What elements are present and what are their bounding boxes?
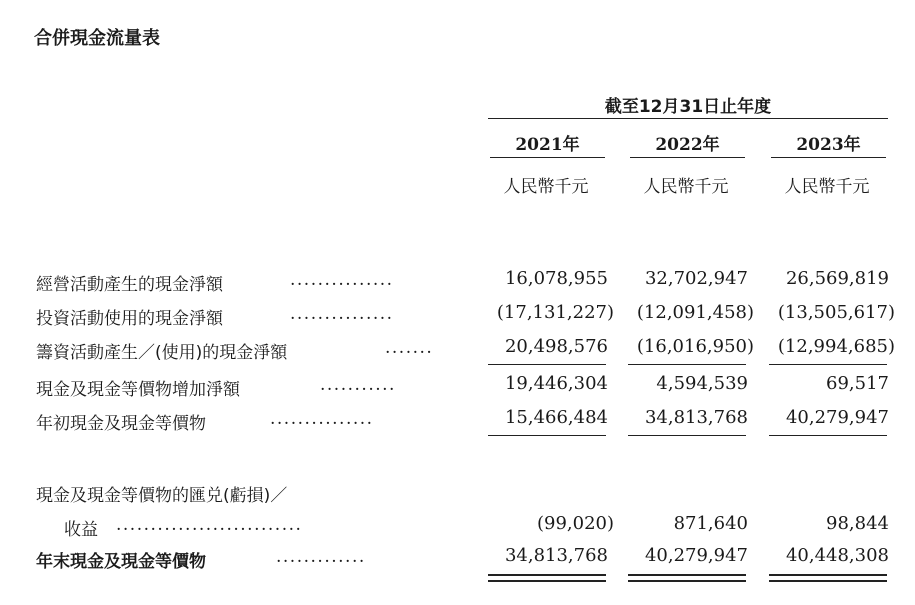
year-rule-2021 bbox=[490, 157, 605, 158]
value-cell: 16,078,955 bbox=[504, 268, 608, 289]
value-cell: 20,498,576 bbox=[504, 336, 608, 357]
page-title: 合併現金流量表 bbox=[34, 28, 160, 49]
unit-label-2022: 人民幣千元 bbox=[643, 177, 729, 197]
year-header-2022: 2022年 bbox=[655, 135, 720, 155]
year-header-2021: 2021年 bbox=[515, 135, 580, 155]
value-cell: 40,279,947 bbox=[785, 407, 889, 428]
value-cell: 4,594,539 bbox=[656, 373, 748, 394]
row-label-investing: 投資活動使用的現金淨額 bbox=[36, 309, 223, 329]
subtotal-rule bbox=[769, 364, 887, 365]
row-label-ending-cash: 年末現金及現金等價物 bbox=[36, 552, 206, 572]
row-label-financing: 籌資活動產生／(使用)的現金淨額 bbox=[36, 343, 288, 363]
row-leader-dots: ........... bbox=[320, 375, 396, 395]
row-leader-dots: ............... bbox=[270, 409, 374, 429]
row-leader-dots: ........................... bbox=[116, 515, 303, 535]
total-double-rule bbox=[628, 574, 746, 582]
value-cell: 40,448,308 bbox=[785, 545, 889, 566]
value-cell: 34,813,768 bbox=[644, 407, 748, 428]
value-cell: (17,131,227) bbox=[496, 302, 614, 323]
year-rule-2022 bbox=[630, 157, 745, 158]
row-leader-dots: ............. bbox=[276, 547, 366, 567]
value-cell: 40,279,947 bbox=[644, 545, 748, 566]
value-cell: (99,020) bbox=[536, 513, 614, 534]
value-cell: (12,994,685) bbox=[777, 336, 895, 357]
row-label-beginning-cash: 年初現金及現金等價物 bbox=[36, 414, 206, 434]
subtotal-rule bbox=[628, 435, 746, 436]
value-cell: 26,569,819 bbox=[785, 268, 889, 289]
value-cell: 15,466,484 bbox=[504, 407, 608, 428]
value-cell: (13,505,617) bbox=[777, 302, 895, 323]
value-cell: 32,702,947 bbox=[644, 268, 748, 289]
period-header-rule bbox=[488, 118, 888, 119]
value-cell: 34,813,768 bbox=[504, 545, 608, 566]
value-cell: 871,640 bbox=[673, 513, 748, 534]
total-double-rule bbox=[769, 574, 887, 582]
subtotal-rule bbox=[488, 435, 606, 436]
year-rule-2023 bbox=[771, 157, 886, 158]
row-leader-dots: ....... bbox=[385, 338, 434, 358]
value-cell: (16,016,950) bbox=[636, 336, 754, 357]
row-label-fx-effect: 現金及現金等價物的匯兑(虧損)／ bbox=[36, 486, 288, 506]
subtotal-rule bbox=[769, 435, 887, 436]
row-leader-dots: ............... bbox=[290, 270, 394, 290]
unit-label-2023: 人民幣千元 bbox=[784, 177, 870, 197]
period-header: 截至12月31日止年度 bbox=[604, 97, 772, 117]
row-label-fx-effect-continued: 收益 bbox=[64, 520, 98, 540]
row-leader-dots: ............... bbox=[290, 304, 394, 324]
value-cell: (12,091,458) bbox=[636, 302, 754, 323]
year-header-2023: 2023年 bbox=[796, 135, 861, 155]
total-double-rule bbox=[488, 574, 606, 582]
subtotal-rule bbox=[488, 364, 606, 365]
subtotal-rule bbox=[628, 364, 746, 365]
value-cell: 98,844 bbox=[826, 513, 889, 534]
row-label-net-increase: 現金及現金等價物增加淨額 bbox=[36, 380, 240, 400]
value-cell: 69,517 bbox=[826, 373, 889, 394]
row-label-operating: 經營活動產生的現金淨額 bbox=[36, 275, 223, 295]
value-cell: 19,446,304 bbox=[504, 373, 608, 394]
unit-label-2021: 人民幣千元 bbox=[503, 177, 589, 197]
